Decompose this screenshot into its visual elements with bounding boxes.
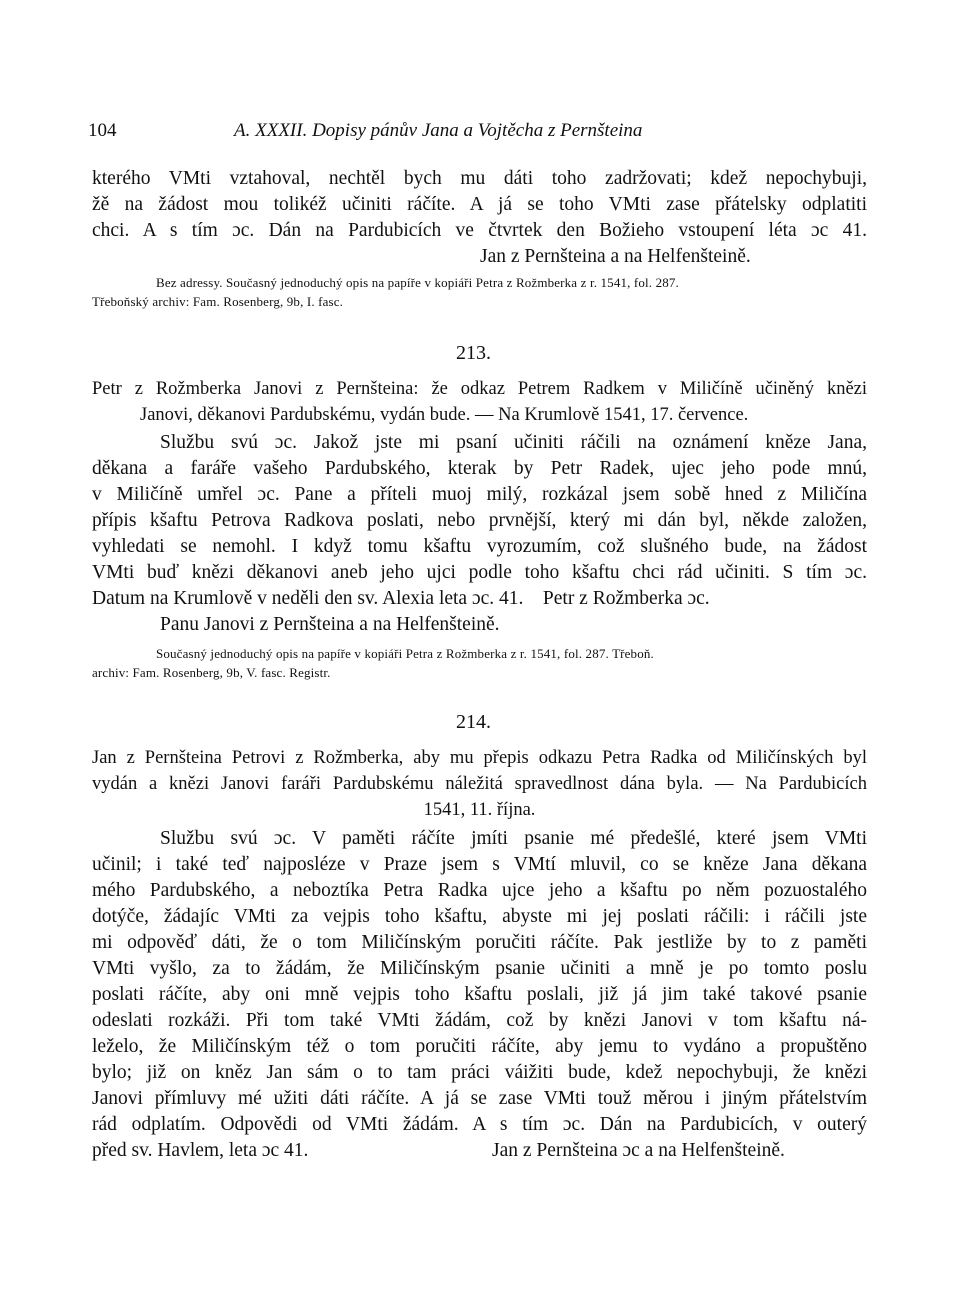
text-line: poslati ráčíte, aby oni mně vejpis toho kšaftu poslali, již já jim také takové psanie xyxy=(92,984,867,1005)
text-line: rád odplatím. Odpovědi od VMti žádám. A s tím ɔc. Dán na Pardubicích, v outerý xyxy=(92,1114,867,1135)
letter-213-heading xyxy=(92,376,867,428)
text-line: leželo, že Miličínským též o tom poručiti ráčíte, aby jemu to vydáno a propuštěno xyxy=(92,1036,867,1057)
heading-line: Jan z Pernšteina Petrovi z Rožmberka, aby mu přepis odkazu Petra Radka od Miličínských byl xyxy=(92,748,867,768)
letter-number: 213. xyxy=(456,342,491,364)
text-line: odeslati rozkáži. Při tom také VMti žádám, což by knězi Janovi v tom kšaftu ná- xyxy=(92,1010,867,1031)
signature: Jan z Pernšteina a na Helfenšteině. xyxy=(480,246,751,267)
text-line: mi odpověď dáti, že o tom Miličínským poručiti ráčíte. Pak jestliže by to z paměti xyxy=(92,932,867,953)
heading-line: Janovi, děkanovi Pardubskému, vydán bude. — Na Krumlově 1541, 17. července. xyxy=(140,405,749,425)
top-letter-signature-block xyxy=(480,244,880,270)
text-line: žě na žádost mou tolikéž učiniti ráčíte. A já se toho VMti zase přátelsky odplatiti xyxy=(92,194,867,215)
text-line: v Miličíně umřel ɔc. Pane a příteli muoj milý, rozkázal jsem sobě hned z Miličína xyxy=(92,484,867,505)
text-line: Službu svú ɔc. V paměti ráčíte jmíti psanie mé předešlé, které jsem VMti xyxy=(160,828,867,849)
page-number: 104 xyxy=(88,120,117,141)
note-line: Třeboňský archiv: Fam. Rosenberg, 9b, I. fasc. xyxy=(92,294,344,309)
text-line: přípis kšaftu Petrova Radkova poslati, nebo prvnější, který mi dán byl, někde založen, xyxy=(92,510,867,531)
signature: Jan z Pernšteina ɔc a na Helfenšteině. xyxy=(492,1140,785,1161)
text-line: VMti buď knězi děkanovi aneb jeho ujci podle toho kšaftu chci rád učiniti. S tím ɔc. xyxy=(92,562,867,583)
letter-213-note xyxy=(92,644,867,682)
page-header xyxy=(88,120,868,144)
note-line: archiv: Fam. Rosenberg, 9b, V. fasc. Registr. xyxy=(92,665,331,680)
closing-date: před sv. Havlem, leta ɔc 41. xyxy=(92,1140,309,1161)
heading-line: 1541, 11. října. xyxy=(423,800,536,820)
running-title: A. XXXII. Dopisy pánův Jana a Vojtěcha z Pernšteina xyxy=(234,120,643,141)
text-line: Službu svú ɔc. Jakož jste mi psaní učiniti ráčili na oznámení kněze Jana, xyxy=(160,432,867,453)
closing-line xyxy=(92,1138,867,1164)
text-line: Janovi přímluvy mé užiti dáti ráčíte. A já se zase VMti touž měrou i jiným přátelstvím xyxy=(92,1088,867,1109)
text-line: děkana a faráře vašeho Pardubského, kterak by Petr Radek, ujec jeho pode mnú, xyxy=(92,458,867,479)
text-line: učinil; i také teď najposléze v Praze jsem s VMtí mluvil, co se kněze Jana děkana xyxy=(92,854,867,875)
text-line: dotýče, žádajíc VMti za vejpis toho kšaftu, abyste mi jej poslati ráčili: i ráčili jste xyxy=(92,906,867,927)
note-line: Bez adressy. Současný jednoduchý opis na papíře v kopiáři Petra z Rožmberka z r. 1541, fol. 287. xyxy=(156,275,679,290)
text-line: mého Pardubského, a neboztíka Petra Radka ujce jeho a kšaftu po něm pozuostalého xyxy=(92,880,867,901)
text-line: bylo; již on kněz Jan sám o to tam práci váižiti bude, kdež nepochybuji, že knězi xyxy=(92,1062,867,1083)
text-line: Datum na Krumlově v neděli den sv. Alexia leta ɔc. 41. Petr z Rožmberka ɔc. xyxy=(92,588,710,609)
letter-number: 214. xyxy=(456,711,491,733)
text-line: kterého VMti vztahoval, nechtěl bych mu dáti toho zadržovati; kdež nepochybuji, xyxy=(92,168,867,189)
top-letter-body xyxy=(92,166,867,244)
heading-line: Petr z Rožmberka Janovi z Pernšteina: že odkaz Petrem Radkem v Miličíně učiněný knězi xyxy=(92,379,867,399)
text-line: chci. A s tím ɔc. Dán na Pardubicích ve čtvrtek den Božieho vstoupení léta ɔc 41. xyxy=(92,220,867,241)
letter-213-body xyxy=(92,430,867,638)
address-line: Panu Janovi z Pernšteina a na Helfenšteině. xyxy=(160,614,500,635)
letter-214-body xyxy=(92,826,867,1164)
heading-line: vydán a knězi Janovi faráři Pardubskému náležitá spravedlnost dána byla. — Na Pardubicích xyxy=(92,774,867,794)
letter-214-heading xyxy=(92,745,867,823)
text-line: vyhledati se nemohl. I když tomu kšaftu vyrozumím, což slušného bude, na žádost xyxy=(92,536,867,557)
top-letter-note xyxy=(92,273,867,311)
text-line: VMti vyšlo, za to žádám, že Miličínským psanie učiniti a mně je po tomto poslu xyxy=(92,958,867,979)
note-line: Současný jednoduchý opis na papíře v kopiáři Petra z Rožmberka z r. 1541, fol. 287. Třeboň. xyxy=(156,646,654,661)
